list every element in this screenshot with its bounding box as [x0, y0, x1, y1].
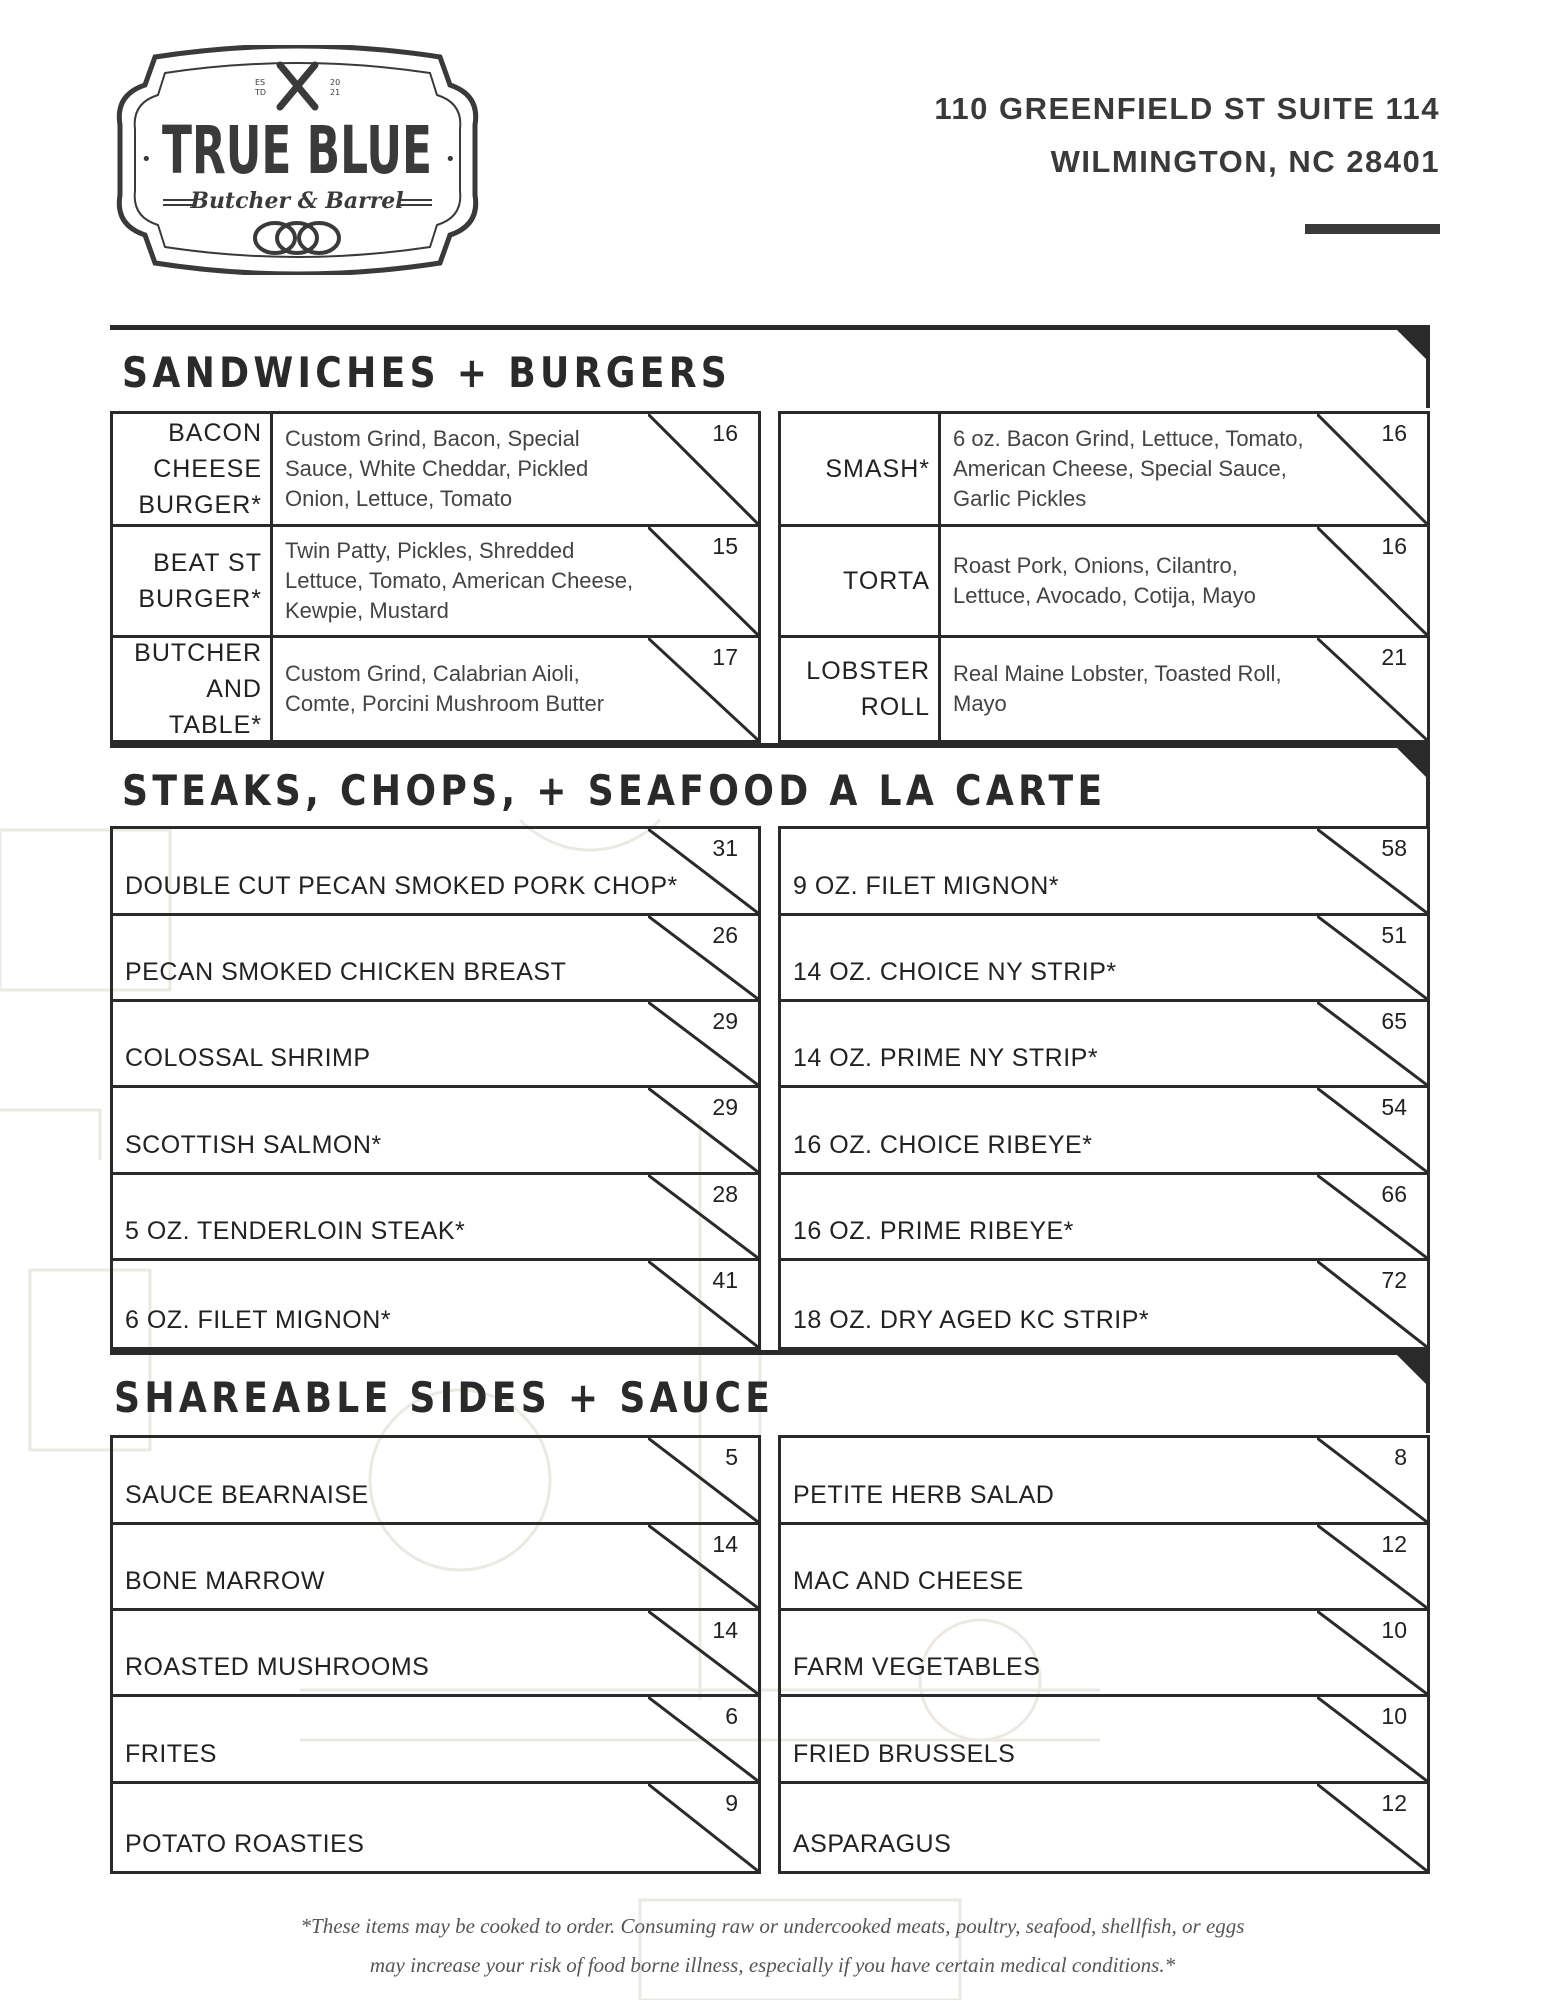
- svg-text:ES: ES: [255, 78, 266, 87]
- address-line1: 110 GREENFIELD ST SUITE 114: [934, 91, 1440, 126]
- section-header-sides: [110, 1350, 1430, 1433]
- item-name: 5 OZ. TENDERLOIN STEAK*: [125, 1217, 466, 1245]
- item-price: 9: [725, 1790, 738, 1816]
- item-price: 26: [712, 922, 738, 948]
- item-price: 10: [1381, 1703, 1407, 1729]
- item-name: 14 OZ. PRIME NY STRIP*: [793, 1044, 1099, 1072]
- item-price: 65: [1381, 1008, 1407, 1034]
- item-price: 8: [1394, 1444, 1407, 1470]
- item-description: Custom Grind, Calabrian Aioli, Comte, Porcini Mushroom Butter: [285, 661, 605, 716]
- item-price: 72: [1381, 1267, 1407, 1293]
- item-price: 16: [1381, 420, 1407, 446]
- menu-item: [113, 1088, 758, 1175]
- item-price: 16: [712, 420, 738, 446]
- item-price: 10: [1381, 1617, 1407, 1643]
- item-name: DOUBLE CUT PECAN SMOKED PORK CHOP*: [125, 872, 678, 900]
- menu-item: [113, 1697, 758, 1784]
- section-title: SANDWICHES + BURGERS: [122, 348, 732, 397]
- sandwich-column-right: [778, 411, 1430, 743]
- menu-item: [781, 1088, 1427, 1175]
- item-name: COLOSSAL SHRIMP: [125, 1044, 371, 1072]
- item-name: FARM VEGETABLES: [793, 1653, 1041, 1681]
- menu-item: [113, 1438, 758, 1525]
- true-blue-logo: [115, 45, 480, 275]
- sandwich-column-left: [110, 411, 761, 743]
- item-name: TORTA: [781, 527, 941, 635]
- item-price: 31: [712, 835, 738, 861]
- item-description: Twin Patty, Pickles, Shredded Lettuce, Tomato, American Cheese, Kewpie, Mustard: [285, 538, 634, 623]
- address-line2: WILMINGTON, NC 28401: [1050, 144, 1440, 179]
- menu-item: [113, 1525, 758, 1611]
- svg-text:20: 20: [330, 78, 341, 87]
- item-name: 14 OZ. CHOICE NY STRIP*: [793, 958, 1117, 986]
- section-title: STEAKS, CHOPS, + SEAFOOD A LA CARTE: [122, 766, 1107, 815]
- item-price: 14: [712, 1531, 738, 1557]
- menu-item: [113, 638, 758, 740]
- item-price: 29: [712, 1008, 738, 1034]
- menu-item: [781, 1525, 1427, 1611]
- menu-item: [113, 1002, 758, 1088]
- menu-item: [113, 829, 758, 916]
- item-name: ROASTED MUSHROOMS: [125, 1653, 430, 1681]
- menu-item: [781, 916, 1427, 1002]
- item-price: 21: [1381, 644, 1407, 670]
- svg-text:•: •: [445, 149, 456, 170]
- item-name: SCOTTISH SALMON*: [125, 1131, 382, 1159]
- menu-item: [781, 414, 1427, 527]
- svg-text:21: 21: [330, 88, 341, 97]
- menu-item: [781, 1002, 1427, 1088]
- item-price: 12: [1381, 1531, 1407, 1557]
- steaks-column-left: [110, 826, 761, 1350]
- item-description: 6 oz. Bacon Grind, Lettuce, Tomato, American Cheese, Special Sauce, Garlic Pickles: [953, 426, 1304, 511]
- svg-text:TD: TD: [255, 88, 267, 97]
- menu-item: [113, 1175, 758, 1261]
- menu-item: [781, 638, 1427, 740]
- item-price: 12: [1381, 1790, 1407, 1816]
- svg-text:•: •: [141, 149, 152, 170]
- item-name: SMASH*: [781, 414, 941, 524]
- menu-item: [781, 1697, 1427, 1784]
- item-description: Roast Pork, Onions, Cilantro, Lettuce, Avocado, Cotija, Mayo: [953, 553, 1256, 608]
- item-name: 16 OZ. CHOICE RIBEYE*: [793, 1131, 1093, 1159]
- footnote-line2: may increase your risk of food borne illness, especially if you have certain medical conditions.*: [369, 1953, 1176, 1977]
- item-price: 14: [712, 1617, 738, 1643]
- menu-item: [113, 414, 758, 527]
- section-title: SHAREABLE SIDES + SAUCE: [114, 1373, 775, 1422]
- item-price: 29: [712, 1094, 738, 1120]
- menu-item: [113, 1784, 758, 1871]
- item-price: 54: [1381, 1094, 1407, 1120]
- menu-item: [113, 1611, 758, 1697]
- svg-text:Butcher & Barrel: Butcher & Barrel: [190, 188, 404, 214]
- svg-text:TRUE BLUE: TRUE BLUE: [162, 112, 432, 189]
- item-name: PETITE HERB SALAD: [793, 1481, 1055, 1509]
- sides-column-right: [778, 1435, 1430, 1874]
- menu-item: [113, 1261, 758, 1347]
- menu-item: [781, 1784, 1427, 1871]
- item-price: 58: [1381, 835, 1407, 861]
- item-price: 6: [725, 1703, 738, 1729]
- allergy-footnote: [0, 1907, 1545, 1985]
- item-name: 16 OZ. PRIME RIBEYE*: [793, 1217, 1074, 1245]
- menu-item: [781, 527, 1427, 638]
- menu-item: [113, 527, 758, 638]
- sides-column-left: [110, 1435, 761, 1874]
- address-divider: [1305, 224, 1440, 234]
- item-name: FRITES: [125, 1740, 217, 1768]
- menu-item: [781, 1438, 1427, 1525]
- item-description: Custom Grind, Bacon, Special Sauce, White Cheddar, Pickled Onion, Lettuce, Tomato: [285, 426, 589, 511]
- item-name: FRIED BRUSSELS: [793, 1740, 1016, 1768]
- footnote-line1: *These items may be cooked to order. Consuming raw or undercooked meats, poultry, seafood, shellfish, or eggs: [300, 1914, 1245, 1938]
- section-header-sandwiches: [110, 325, 1430, 408]
- item-name: BONE MARROW: [125, 1567, 325, 1595]
- menu-item: [781, 1175, 1427, 1261]
- steaks-column-right: [778, 826, 1430, 1350]
- item-name: BUTCHER AND TABLE*: [113, 638, 273, 740]
- item-name: MAC AND CHEESE: [793, 1567, 1024, 1595]
- item-name: 6 OZ. FILET MIGNON*: [125, 1306, 392, 1334]
- menu-item: [781, 1611, 1427, 1697]
- item-price: 41: [712, 1267, 738, 1293]
- item-name: PECAN SMOKED CHICKEN BREAST: [125, 958, 567, 986]
- item-name: 18 OZ. DRY AGED KC STRIP*: [793, 1306, 1150, 1334]
- item-price: 28: [712, 1181, 738, 1207]
- item-name: LOBSTER ROLL: [781, 638, 941, 740]
- item-price: 66: [1381, 1181, 1407, 1207]
- item-name: BEAT ST BURGER*: [113, 527, 273, 635]
- menu-item: [781, 1261, 1427, 1347]
- item-price: 51: [1381, 922, 1407, 948]
- item-name: 9 OZ. FILET MIGNON*: [793, 872, 1060, 900]
- address-block: [934, 82, 1440, 188]
- item-price: 17: [712, 644, 738, 670]
- section-header-steaks: [110, 743, 1430, 826]
- menu-item: [781, 829, 1427, 916]
- item-description: Real Maine Lobster, Toasted Roll, Mayo: [953, 661, 1282, 716]
- item-price: 15: [712, 533, 738, 559]
- item-price: 16: [1381, 533, 1407, 559]
- item-name: SAUCE BEARNAISE: [125, 1481, 369, 1509]
- item-price: 5: [725, 1444, 738, 1470]
- item-name: POTATO ROASTIES: [125, 1830, 365, 1858]
- item-name: BACON CHEESE BURGER*: [113, 414, 273, 524]
- item-name: ASPARAGUS: [793, 1830, 952, 1858]
- menu-item: [113, 916, 758, 1002]
